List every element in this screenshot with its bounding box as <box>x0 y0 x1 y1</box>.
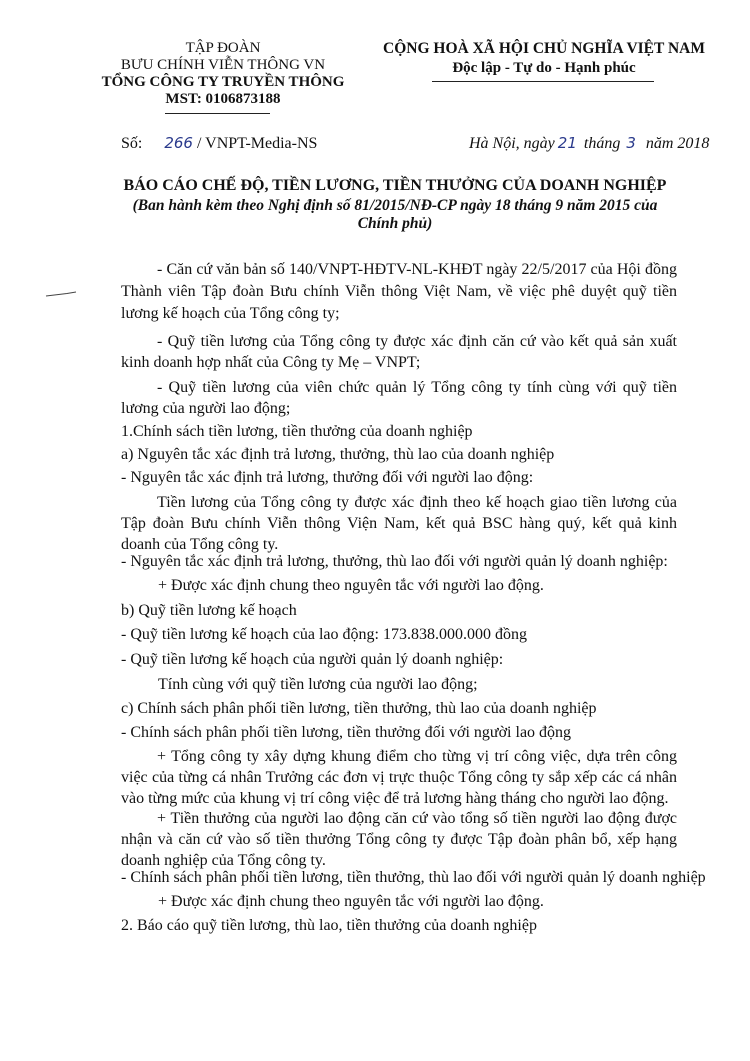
section-1c-heading: c) Chính sách phân phối tiền lương, tiền thưởng, thù lao của doanh nghiệp <box>121 700 597 717</box>
date-prefix: Hà Nội, ngày <box>469 135 555 152</box>
org-underline <box>165 113 270 114</box>
subtitle-line-1: (Ban hành kèm theo Nghị định số 81/2015/NĐ-CP ngày 18 tháng 9 năm 2015 của <box>132 197 658 214</box>
section-1c-item-1: - Chính sách phân phối tiền lương, tiền thưởng đối với người lao động <box>121 724 572 741</box>
tax-code: MST: 0106873188 <box>165 91 281 107</box>
paragraph-wage-fund-basis: - Quỹ tiền lương của Tổng công ty được xác định căn cứ vào kết quả sản xuất kinh doanh hợp nhất của Công ty Mẹ – VNPT; <box>121 333 677 371</box>
paragraph-bonus: + Tiền thưởng của người lao động căn cứ vào tổng số tiền người lao động được nhận và căn cứ vào số tiền thưởng Tổng công ty được Tập đoàn phân bổ, xếp hạng doanh nghiệp của Tổng công ty. <box>121 810 677 869</box>
doc-number-label: Số: <box>121 135 143 152</box>
section-1-heading: 1.Chính sách tiền lương, tiền thưởng của doanh nghiệp <box>121 423 473 440</box>
nation-name: CỘNG HOÀ XÃ HỘI CHỦ NGHĨA VIỆT NAM <box>383 40 705 57</box>
date-month-label: tháng <box>583 135 621 152</box>
section-1b-item-2-detail: Tính cùng với quỹ tiền lương của người lao động; <box>158 676 478 693</box>
org-line-2: BƯU CHÍNH VIỄN THÔNG VN <box>120 57 326 73</box>
section-1c-item-2: - Chính sách phân phối tiền lương, tiền thưởng, thù lao đối với người quản lý doanh nghiệp <box>121 869 706 886</box>
section-1b-heading: b) Quỹ tiền lương kế hoạch <box>121 602 297 619</box>
paragraph-salary-framework: + Tổng công ty xây dựng khung điểm cho từng vị trí công việc, dựa trên công việc của từng cá nhân Trưởng các đơn vị trực thuộc Tổng công ty sắp xếp các cá nhân vào từng mức của khung vị trí công việc để trả lương hàng tháng cho người lao động. <box>121 748 677 807</box>
motto-underline <box>432 81 654 82</box>
section-1a-item-2-detail: + Được xác định chung theo nguyên tắc với người lao động. <box>158 577 544 594</box>
paragraph-wage-determination: Tiền lương của Tổng công ty được xác định theo kế hoạch giao tiền lương của Tập đoàn Bưu chính Viễn thông Viện Nam, kết quả BSC hàng quý, kết quả kinh doanh của Tổng công ty. <box>121 494 677 553</box>
document-number <box>121 134 317 153</box>
paragraph-manager-wage-fund: - Quỹ tiền lương của viên chức quản lý Tổng công ty tính cùng với quỹ tiền lương của người lao động; <box>121 379 677 417</box>
section-1c-item-2-detail: + Được xác định chung theo nguyên tắc với người lao động. <box>158 893 544 910</box>
doc-number-suffix: / VNPT-Media-NS <box>196 135 318 152</box>
document-title: BÁO CÁO CHẾ ĐỘ, TIỀN LƯƠNG, TIỀN THƯỞNG CỦA DOANH NGHIỆP <box>123 177 667 194</box>
document-subtitle <box>110 197 680 233</box>
date-year: năm 2018 <box>645 135 710 152</box>
subtitle-line-2: Chính phủ) <box>357 215 433 232</box>
doc-number-handwritten: 266 <box>164 134 193 152</box>
section-1a-item-1: - Nguyên tắc xác định trả lương, thưởng đối với người lao động: <box>121 469 534 486</box>
national-header <box>360 40 728 77</box>
date-month-handwritten: 3 <box>626 134 636 152</box>
section-1a-item-2: - Nguyên tắc xác định trả lương, thưởng, thù lao đối với người quản lý doanh nghiệp: <box>121 553 668 570</box>
national-motto: Độc lập - Tự do - Hạnh phúc <box>452 60 636 76</box>
date-day-handwritten: 21 <box>557 134 577 152</box>
organization-header <box>95 40 351 108</box>
section-2-heading: 2. Báo cáo quỹ tiền lương, thù lao, tiền thưởng của doanh nghiệp <box>121 917 537 934</box>
document-date <box>469 134 709 153</box>
org-line-3: TỔNG CÔNG TY TRUYỀN THÔNG <box>101 74 345 90</box>
section-1b-item-2: - Quỹ tiền lương kế hoạch của người quản lý doanh nghiệp: <box>121 651 504 668</box>
paragraph-legal-basis: - Căn cứ văn bản số 140/VNPT-HĐTV-NL-KHĐT ngày 22/5/2017 của Hội đồng Thành viên Tập đoàn Bưu chính Viễn thông Việt Nam, về việc phê duyệt quỹ tiền lương kế hoạch của Tổng công ty; <box>121 261 677 322</box>
section-1b-item-1: - Quỹ tiền lương kế hoạch của lao động: 173.838.000.000 đồng <box>121 626 527 643</box>
org-line-1: TẬP ĐOÀN <box>185 40 261 56</box>
section-1a-heading: a) Nguyên tắc xác định trả lương, thưởng, thù lao của doanh nghiệp <box>121 446 555 463</box>
pen-mark <box>45 291 77 297</box>
